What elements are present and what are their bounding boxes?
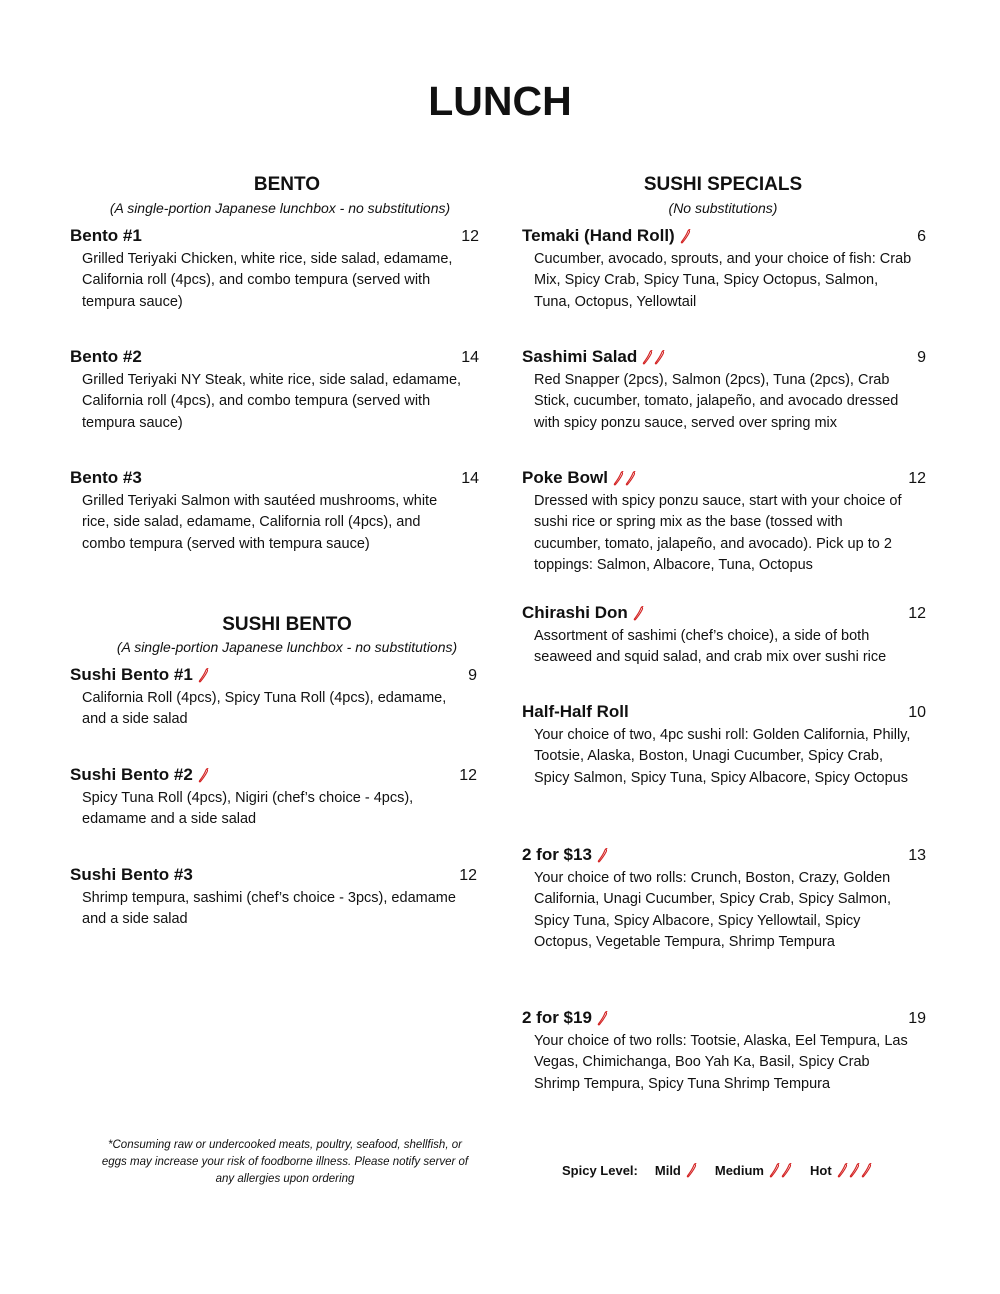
item-name-text: Temaki (Hand Roll)	[522, 226, 675, 245]
menu-item	[70, 765, 477, 831]
menu-item	[70, 226, 479, 313]
chili-pepper-icon	[686, 1163, 697, 1178]
item-price: 14	[461, 349, 479, 366]
spicy-level-indicator	[596, 848, 608, 863]
chili-pepper-icon	[597, 1011, 608, 1026]
item-description: Red Snapper (2pcs), Salmon (2pcs), Tuna (2pcs), Crab Stick, cucumber, tomato, jalapeño, and avocado dressed with spicy ponzu sauce, served over spring mix	[534, 372, 899, 431]
item-description: Your choice of two, 4pc sushi roll: Golden California, Philly, Tootsie, Alaska, Boston, Unagi Cucumber, Spicy Crab, Spicy Salmon, Spicy Tuna, Spicy Albacore, Spicy Octopus	[534, 727, 911, 786]
spicy-level-indicator	[596, 1011, 608, 1026]
spicy-level-indicator	[768, 1163, 792, 1178]
menu-item	[522, 845, 926, 954]
item-price: 12	[908, 605, 926, 622]
menu-item	[522, 347, 926, 434]
item-name	[522, 603, 644, 623]
sushi-bento-section-title: SUSHI BENTO	[222, 614, 352, 635]
chili-pepper-icon	[597, 848, 608, 863]
item-name-text: 2 for $13	[522, 845, 592, 864]
item-name	[522, 226, 691, 246]
spicy-level-indicator	[679, 229, 691, 244]
chili-pepper-icon	[769, 1163, 780, 1178]
item-name	[70, 468, 142, 488]
allergy-disclaimer: *Consuming raw or undercooked meats, poultry, seafood, shellfish, or eggs may increase your risk of foodborne illness. Please notify server of any allergies upon ordering	[101, 1139, 469, 1185]
spicy-legend-label: Spicy Level:	[562, 1163, 638, 1178]
item-description: California Roll (4pcs), Spicy Tuna Roll (4pcs), edamame, and a side salad	[82, 690, 447, 728]
spicy-level-indicator	[641, 350, 665, 365]
chili-pepper-icon	[849, 1163, 860, 1178]
chili-pepper-icon	[625, 471, 636, 486]
spicy-legend-medium	[715, 1163, 792, 1178]
menu-item	[70, 347, 479, 434]
item-name	[70, 765, 209, 785]
spicy-legend	[562, 1163, 922, 1178]
bento-section-title: BENTO	[253, 174, 321, 195]
item-price: 12	[459, 867, 477, 884]
chili-pepper-icon	[642, 350, 653, 365]
chili-pepper-icon	[633, 606, 644, 621]
menu-item	[70, 865, 477, 931]
item-price: 12	[461, 228, 479, 245]
spicy-legend-mild	[655, 1163, 697, 1178]
item-price: 19	[908, 1010, 926, 1027]
item-name	[522, 1008, 608, 1028]
spicy-level-name: Mild	[654, 1163, 681, 1178]
sushi-bento-section-subtitle: (A single-portion Japanese lunchbox - no substitutions)	[116, 639, 458, 655]
spicy-level-indicator	[836, 1163, 872, 1178]
specials-section-title: SUSHI SPECIALS	[643, 174, 803, 195]
chili-pepper-icon	[781, 1163, 792, 1178]
spicy-level-indicator	[685, 1163, 697, 1178]
item-name-text: Sushi Bento #1	[70, 665, 193, 684]
menu-item	[522, 1008, 926, 1095]
item-description: Spicy Tuna Roll (4pcs), Nigiri (chef’s choice - 4pcs), edamame and a side salad	[82, 790, 414, 828]
item-description: Grilled Teriyaki NY Steak, white rice, side salad, edamame, California roll (4pcs), and combo tempura (served with tempura sauce)	[82, 372, 462, 431]
chili-pepper-icon	[613, 471, 624, 486]
item-name	[70, 665, 209, 685]
item-name-text: Sushi Bento #3	[70, 865, 193, 884]
item-name	[70, 226, 142, 246]
chili-pepper-icon	[198, 768, 209, 783]
item-description: Your choice of two rolls: Tootsie, Alaska, Eel Tempura, Las Vegas, Chimichanga, Boo Yah Ka, Basil, Spicy Crab Shrimp Tempura, Spicy Tuna Shrimp Tempura	[534, 1033, 908, 1092]
item-price: 14	[461, 470, 479, 487]
spicy-level-indicator	[197, 668, 209, 683]
menu-item	[522, 603, 926, 669]
item-price: 9	[917, 349, 926, 366]
item-name-text: Bento #1	[70, 226, 142, 245]
chili-pepper-icon	[654, 350, 665, 365]
menu-item	[522, 702, 926, 789]
menu-item	[70, 665, 477, 731]
item-name	[522, 845, 608, 865]
item-name	[522, 702, 629, 722]
item-name-text: Sushi Bento #2	[70, 765, 193, 784]
item-name	[70, 865, 193, 885]
item-name-text: Sashimi Salad	[522, 347, 638, 366]
menu-item	[522, 226, 926, 313]
item-price: 13	[908, 847, 926, 864]
item-description: Grilled Teriyaki Chicken, white rice, side salad, edamame, California roll (4pcs), and combo tempura (served with tempura sauce)	[82, 251, 453, 310]
item-name-text: Bento #3	[70, 468, 142, 487]
item-name	[522, 468, 636, 488]
spicy-legend-hot	[810, 1163, 872, 1178]
item-price: 12	[459, 767, 477, 784]
item-description: Your choice of two rolls: Crunch, Boston, Crazy, Golden California, Unagi Cucumber, Spicy Crab, Spicy Salmon, Spicy Tuna, Spicy Albacore, Spicy Yellowtail, Spicy Octopus, Vegetable Tempura, Shrimp Tempura	[534, 870, 892, 951]
page-title: LUNCH	[428, 78, 572, 124]
chili-pepper-icon	[861, 1163, 872, 1178]
bento-section-subtitle: (A single-portion Japanese lunchbox - no substitutions)	[109, 200, 451, 216]
item-description: Grilled Teriyaki Salmon with sautéed mushrooms, white rice, side salad, edamame, California roll (4pcs), and combo tempura (served with tempura sauce)	[82, 493, 438, 552]
item-description: Assortment of sashimi (chef’s choice), a side of both seaweed and squid salad, and crab mix over sushi rice	[534, 628, 887, 666]
item-name	[70, 347, 142, 367]
chili-pepper-icon	[837, 1163, 848, 1178]
item-name-text: 2 for $19	[522, 1008, 592, 1027]
item-name-text: Bento #2	[70, 347, 142, 366]
item-name	[522, 347, 665, 367]
spicy-level-indicator	[632, 606, 644, 621]
item-description: Cucumber, avocado, sprouts, and your choice of fish: Crab Mix, Spicy Crab, Spicy Tuna, Spicy Octopus, Salmon, Tuna, Octopus, Yellowtail	[534, 251, 912, 310]
spicy-level-name: Hot	[810, 1163, 832, 1178]
item-description: Dressed with spicy ponzu sauce, start with your choice of sushi rice or spring mix as the base (tossed with cucumber, tomato, jalapeño, and avocado). Pick up to 2 toppings: Salmon, Albacore, Tuna, Octopus	[534, 493, 902, 574]
item-name-text: Poke Bowl	[522, 468, 608, 487]
spicy-level-indicator	[197, 768, 209, 783]
menu-item	[522, 468, 926, 577]
spicy-level-name: Medium	[714, 1163, 764, 1178]
item-name-text: Chirashi Don	[522, 603, 628, 622]
chili-pepper-icon	[680, 229, 691, 244]
spicy-level-indicator	[612, 471, 636, 486]
item-price: 6	[917, 228, 926, 245]
specials-section-subtitle: (No substitutions)	[668, 200, 778, 216]
menu-item	[70, 468, 479, 555]
item-name-text: Half-Half Roll	[522, 702, 629, 721]
item-description: Shrimp tempura, sashimi (chef’s choice - 3pcs), edamame and a side salad	[82, 890, 456, 928]
item-price: 10	[908, 704, 926, 721]
item-price: 9	[468, 667, 477, 684]
chili-pepper-icon	[198, 668, 209, 683]
item-price: 12	[908, 470, 926, 487]
